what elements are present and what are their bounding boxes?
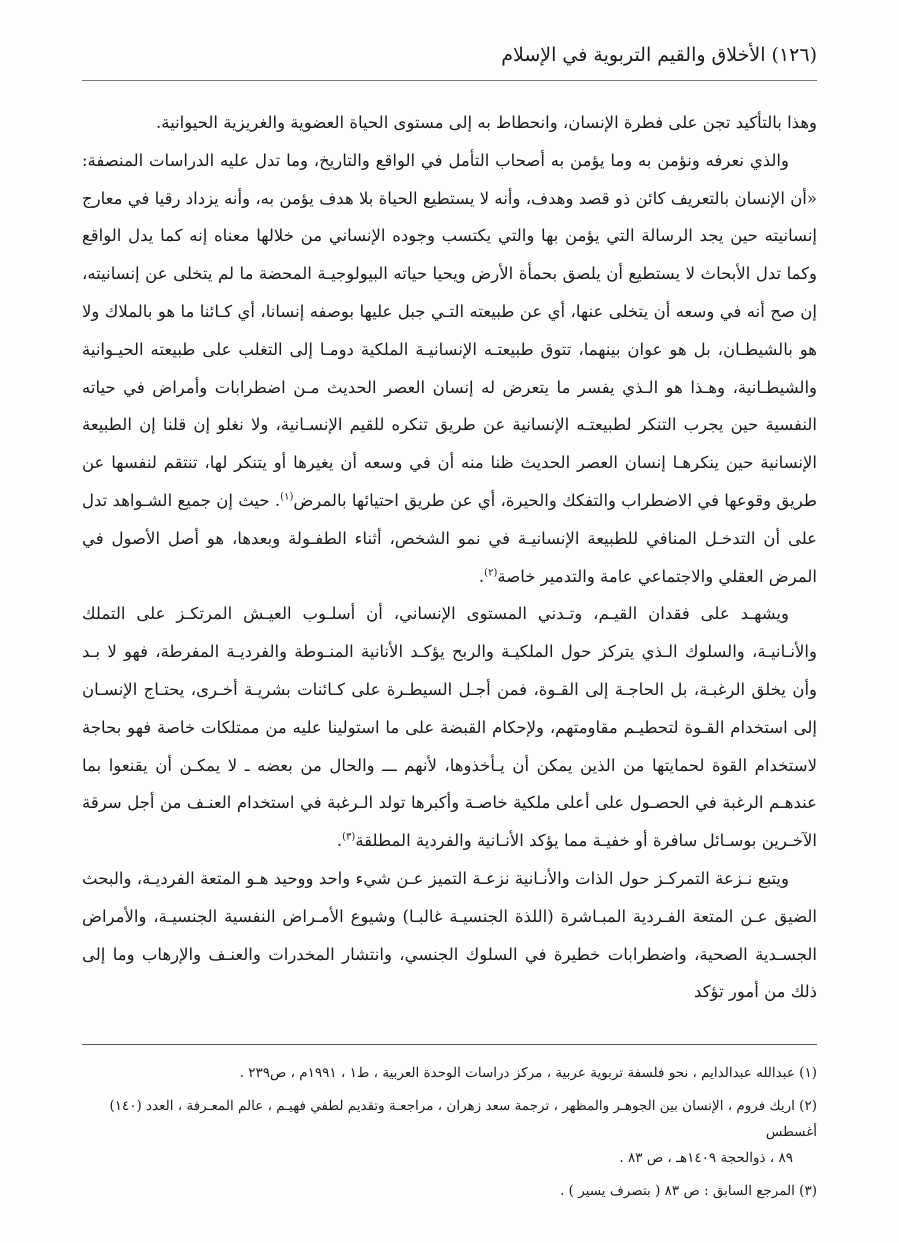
footnotes bbox=[82, 1060, 817, 1211]
paragraph-1: وهذا بالتأكيد تجن على فطرة الإنسان، وانحطاط به إلى مستوى الحياة العضوية والغريزية الحيوانية. bbox=[156, 113, 817, 132]
footnote-2: (٢) اريك فروم ، الإنسان بين الجوهـر والمظهر ، ترجمة سعد زهران ، مراجعـة وتقديم لطفي فهيـم ، عالم المعـرفة ، العدد (١٤٠) أغسطس ٨٩ ، ذوالحجة ١٤٠٩هـ ، ص ٨٣ . bbox=[82, 1093, 817, 1171]
running-header: (١٢٦) الأخلاق والقيم التربوية في الإسلام bbox=[501, 44, 817, 66]
paragraph-4: ويتبع نـزعة التمركـز حول الذات والأنـانية نزعـة التميز عـن شيء واحد ووحيد هـو المتعة الفرديـة، والبحث الضيق عـن المتعة الفـردية المبـاشرة (اللذة الجنسيـة غالبـا) وشيوع الأمـراض النفسية الجنسيـة، والأمراض الجسـدية الصحية، واضطرابات خطيرة في السلوك الجنسي، وانتشار المخدرات والعنـف والإرهاب وما إلى ذلك من أمور تؤكد bbox=[82, 868, 817, 1002]
paragraph-2: والذي نعرفه ونؤمن به وما يؤمن به أصحاب التأمل في الواقع والتاريخ، وما تدل عليه الدراسات المنصفة: «أن الإنسان بالتعريف كائن ذو قصد وهدف، وأنه لا يستطيع الحياة بلا هدف يؤمن به، وأنه يزداد رقيا في معارج إنسانيته حين يجد الرسالة التي يؤمن بها والتي يكتسب وجوده الإنساني من خلالها معناه إنه كما يدل الواقع وكما تدل الأبحاث لا يستطيع أن يلصق بحمأة الأرض ويحيا حياته البيولوجيـة المحضة ما لم يتخلى عن إنسانيته، إن صح أنه في وسعه أن يتخلى عنها، أي عن طبيعته التـي جبل عليها بوصفه إنسانا، أي كـائنا ما هو بالملاك ولا هو بالشيطـان، بل هو عوان بينهما، تتوق طبيعتـه الإنسانيـة الملكية دومـا إلى التغلب على طبيعته الحيـوانية والشيطـانية، وهـذا هو الـذي يفسر ما يتعرض له إنسان العصر الحديث مـن اضطرابات وأمراض في حياته النفسية حين يجرب التنكر لطبيعتـه الإنسانية عن طريق تنكره للقيم الإنسـانية، ولا نغلو إن قلنا إن الطبيعة الإنسانية حين ينكرهـا إنسان العصر الحديث ظنا منه أن في وسعه أن يغيرها أو يتنكر لها، تنتقم لنفسها عن طريق وقوعها في الاضطراب والتفكك والحيرة، أي عن طريق احتيائها بالمرض$^{(١)}$. حيث إن جميع الشـواهد تدل على أن التدخـل المنافي للطبيعة الإنسانيـة في نمو الشخص، أثناء الطفـولة وبعدها، هو أصل الأصول في المرض العقلي والاجتماعي عامة والتدمير خاصة$^{(٢)}$. bbox=[82, 150, 818, 586]
footnote-ref-2[interactable]: (٢) bbox=[484, 567, 498, 579]
footnote-3: (٣) المرجع السابق : ص ٨٣ ( بتصرف يسير ) . bbox=[560, 1183, 817, 1199]
paragraph-3: ويشهـد على فقدان القيـم، وتـدني المستوى الإنساني، أن أسلـوب العيـش المرتكـز على التملك والأنـانيـة، والسلوك الـذي يتركز حول الملكيـة والربح يؤكـد الأنانية المنـوطة والفرديـة المفرطة، فهو لا بـد وأن يخلق الرغبـة، بل الحاجـة إلى القـوة، فمن أجـل السيطـرة على كـائنات بشريـة أخـرى، يحتـاج الإنسـان إلى استخدام القـوة لتحطيـم مقاومتهم، ولإحكام القبضة على ما استولينا عليه من ممتلكات خاصة فهو بحاجة لاستخدام القوة لحمايتها من الذين يمكن أن يـأخذوها، لأنهم ـــ والحال من بعضه ـ لا يمكـن أن يقنعوا بما عندهـم الرغبة في الحصـول على أعلى ملكية خاصـة وأكبرها تولد الـرغبة في استخدام العنـف من أجل سرقة الآخـرين بوسـائل سافرة أو خفيـة مما يؤكد الأنـانية والفردية المطلقة$^{(٣)}$. bbox=[82, 604, 817, 851]
footnote-ref-3[interactable]: (٣) bbox=[342, 831, 356, 843]
footnote-1: (١) عبدالله عبدالدايم ، نحو فلسفة تربوية عربية ، مركز دراسات الوحدة العربية ، ط١ ، ١٩٩١م ، ص٢٣٩ . bbox=[239, 1065, 817, 1081]
header-divider bbox=[82, 80, 817, 81]
footnote-divider bbox=[82, 1044, 817, 1045]
footnote-2-continuation: ٨٩ ، ذوالحجة ١٤٠٩هـ ، ص ٨٣ . bbox=[619, 1150, 793, 1166]
main-text bbox=[82, 104, 817, 1011]
footnote-ref-1[interactable]: (١) bbox=[280, 491, 294, 503]
